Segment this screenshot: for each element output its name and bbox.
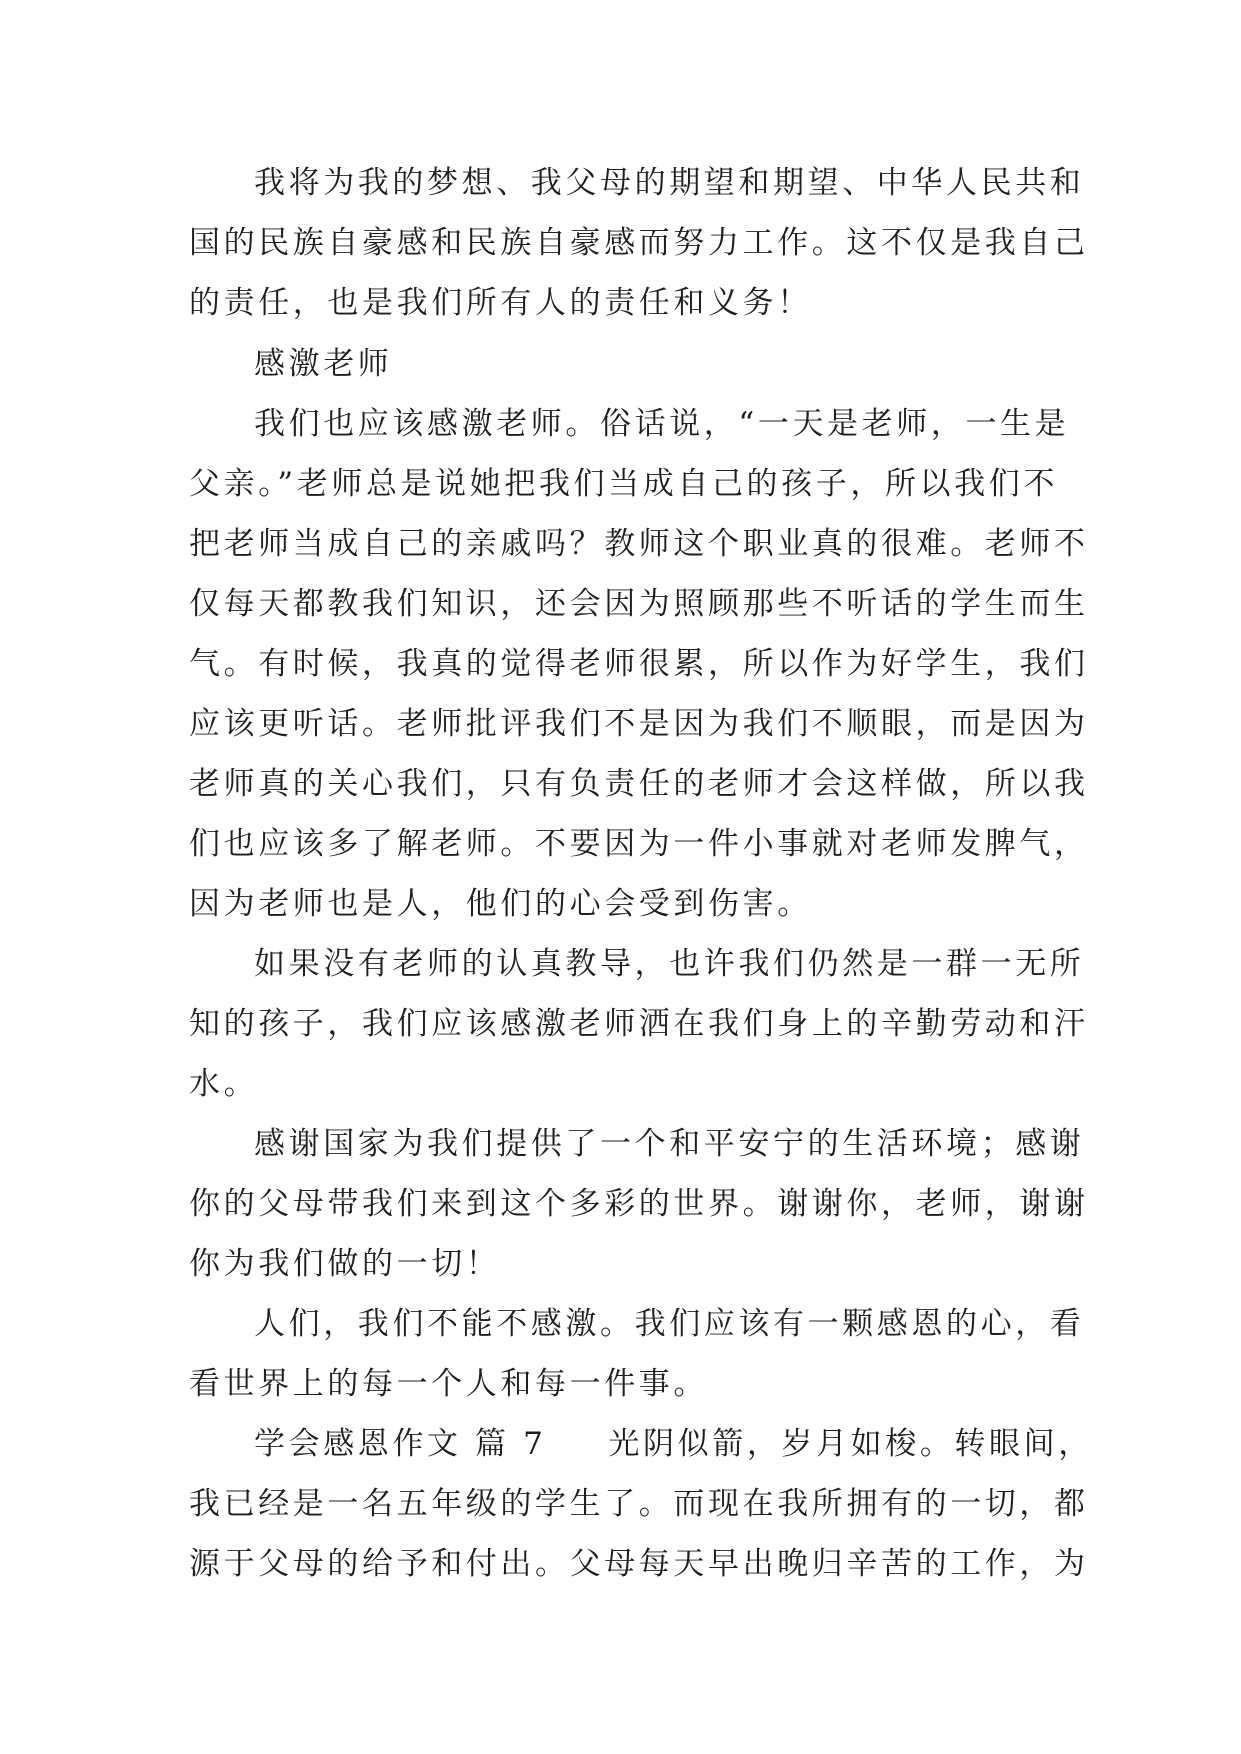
paragraph-line: 父亲。”老师总是说她把我们当成自己的孩子，所以我们不 [189,466,1058,502]
paragraph-line: 把老师当成自己的亲戚吗？教师这个职业真的很难。老师不 [189,526,1089,562]
paragraph-line: 们也应该多了解老师。不要因为一件小事就对老师发脾气， [189,826,1089,862]
paragraph-line: 如果没有老师的认真教导，也许我们仍然是一群一无所 [254,946,1085,982]
paragraph-line [254,1413,1093,1475]
paragraph-line: 仅每天都教我们知识，还会因为照顾那些不听话的学生而生 [189,586,1089,622]
paragraph-line: 我将为我的梦想、我父母的期望和期望、中华人民共和 [254,165,1085,201]
paragraph-line: 的责任，也是我们所有人的责任和义务！ [189,285,812,321]
paragraph-line: 气。有时候，我真的觉得老师很累，所以作为好学生，我们 [189,646,1089,682]
essay-opening: 光阴似箭，岁月如梭。转眼间， [608,1426,1093,1462]
paragraph-line: 源于父母的给予和付出。父母每天早出晚归辛苦的工作，为 [189,1546,1089,1582]
paragraph-line: 我已经是一名五年级的学生了。而现在我所拥有的一切，都 [189,1486,1089,1522]
essay-title: 学会感恩作文 篇 7 [254,1426,547,1462]
paragraph-line: 你的父母带我们来到这个多彩的世界。谢谢你，老师，谢谢 [189,1186,1089,1222]
paragraph-line: 我们也应该感激老师。俗话说，“一天是老师，一生是 [254,406,1070,442]
section-heading: 感激老师 [254,346,393,382]
paragraph-line: 国的民族自豪感和民族自豪感而努力工作。这不仅是我自己 [189,225,1089,261]
paragraph-line: 看世界上的每一个人和每一件事。 [189,1366,708,1402]
paragraph-line: 应该更听话。老师批评我们不是因为我们不顺眼，而是因为 [189,706,1089,742]
paragraph-line: 水。 [189,1066,259,1102]
paragraph-line: 老师真的关心我们，只有负责任的老师才会这样做，所以我 [189,766,1089,802]
paragraph-line: 你为我们做的一切！ [189,1246,501,1282]
paragraph-line: 人们，我们不能不感激。我们应该有一颗感恩的心，看 [254,1306,1085,1342]
paragraph-line: 感谢国家为我们提供了一个和平安宁的生活环境；感谢 [254,1126,1085,1162]
paragraph-line: 因为老师也是人，他们的心会受到伤害。 [189,886,812,922]
paragraph-line: 知的孩子，我们应该感激老师洒在我们身上的辛勤劳动和汗 [189,1006,1089,1042]
